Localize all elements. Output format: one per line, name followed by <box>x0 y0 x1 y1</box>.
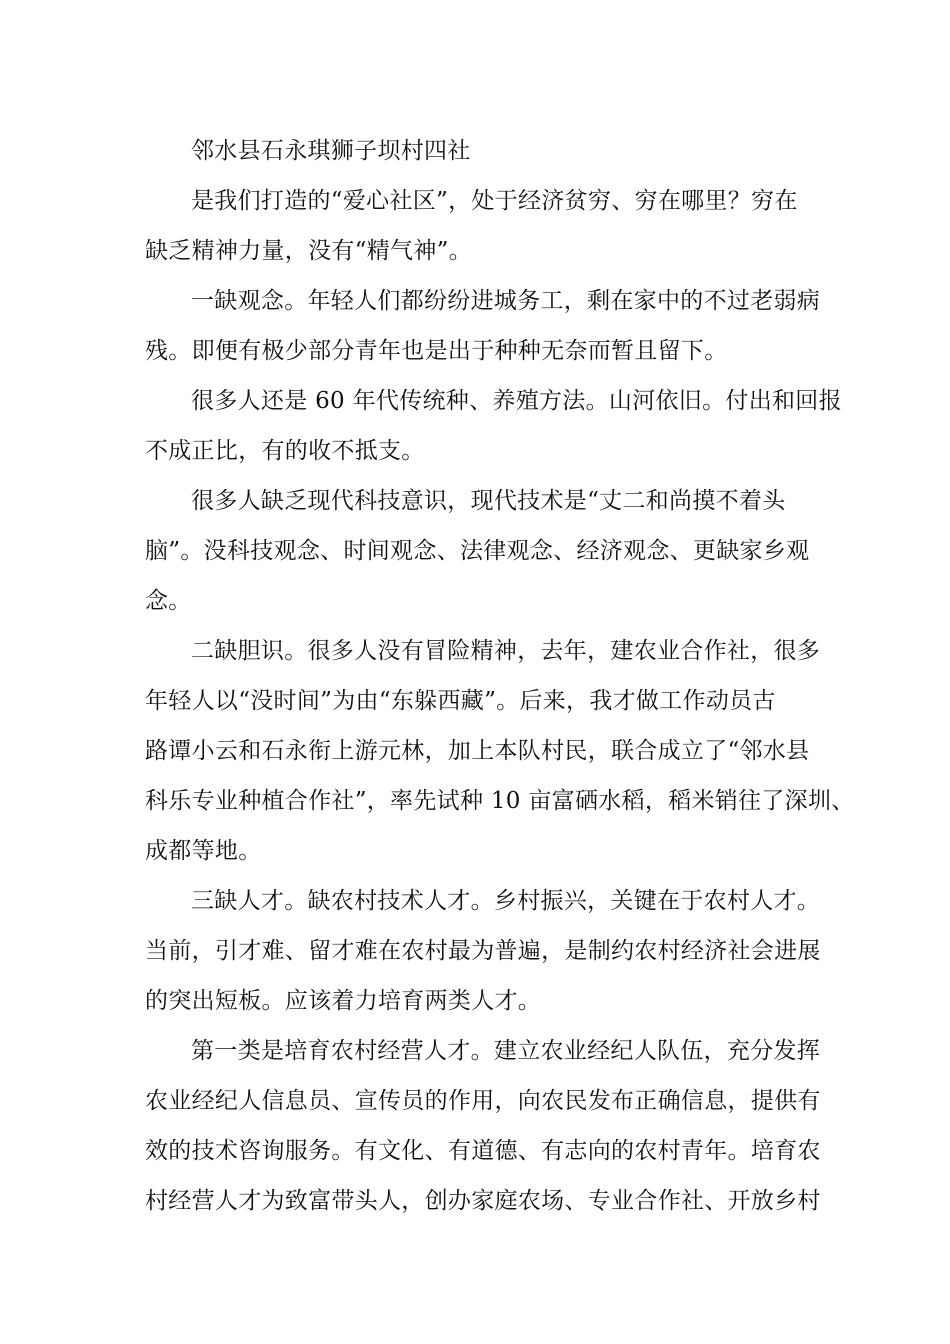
text-line: 一缺观念。年轻人们都纷纷进城务工，剩在家中的不过老弱病 <box>191 288 821 314</box>
text-line: 农业经纪人信息员、宣传员的作用，向农民发布正确信息，提供有 <box>145 1088 821 1114</box>
text-line: 第一类是培育农村经营人才。建立农业经纪人队伍，充分发挥 <box>191 1038 821 1064</box>
text-line: 村经营人才为致富带头人，创办家庭农场、专业合作社、开放乡村 <box>145 1188 821 1214</box>
text-line: 不成正比，有的收不抵支。 <box>145 438 425 464</box>
text-line: 年轻人以“没时间”为由“东躲西藏”。后来，我才做工作动员古 <box>145 688 776 714</box>
text-line: 脑”。没科技观念、时间观念、法律观念、经济观念、更缺家乡观 <box>145 538 810 564</box>
text-line: 缺乏精神力量，没有“精气神”。 <box>145 238 473 264</box>
text-line: 当前，引才难、留才难在农村最为普遍，是制约农村经济社会进展 <box>145 938 821 964</box>
text-line: 成都等地。 <box>145 838 262 864</box>
text-line: 二缺胆识。很多人没有冒险精神，去年，建农业合作社，很多 <box>191 638 821 664</box>
text-line: 很多人缺乏现代科技意识，现代技术是“丈二和尚摸不着头 <box>191 488 786 514</box>
text-line: 很多人还是 60 年代传统种、养殖方法。山河依旧。付出和回报 <box>191 388 842 414</box>
text-line: 的突出短板。应该着力培育两类人才。 <box>145 988 542 1014</box>
text-line: 效的技术咨询服务。有文化、有道德、有志向的农村青年。培育农 <box>145 1138 821 1164</box>
text-line: 念。 <box>145 588 192 614</box>
document-heading: 邻水县石永琪狮子坝村四社 <box>191 138 471 164</box>
text-line: 三缺人才。缺农村技术人才。乡村振兴，关键在于农村人才。 <box>191 888 821 914</box>
text-line: 科乐专业种植合作社”，率先试种 10 亩富硒水稻，稻米销往了深圳、 <box>145 788 855 814</box>
text-line: 是我们打造的“爱心社区”，处于经济贫穷、穷在哪里？穷在 <box>191 188 798 214</box>
text-line: 残。即便有极少部分青年也是出于种种无奈而暂且留下。 <box>145 338 728 364</box>
text-line: 路谭小云和石永衔上游元林，加上本队村民，联合成立了“邻水县 <box>145 738 810 764</box>
